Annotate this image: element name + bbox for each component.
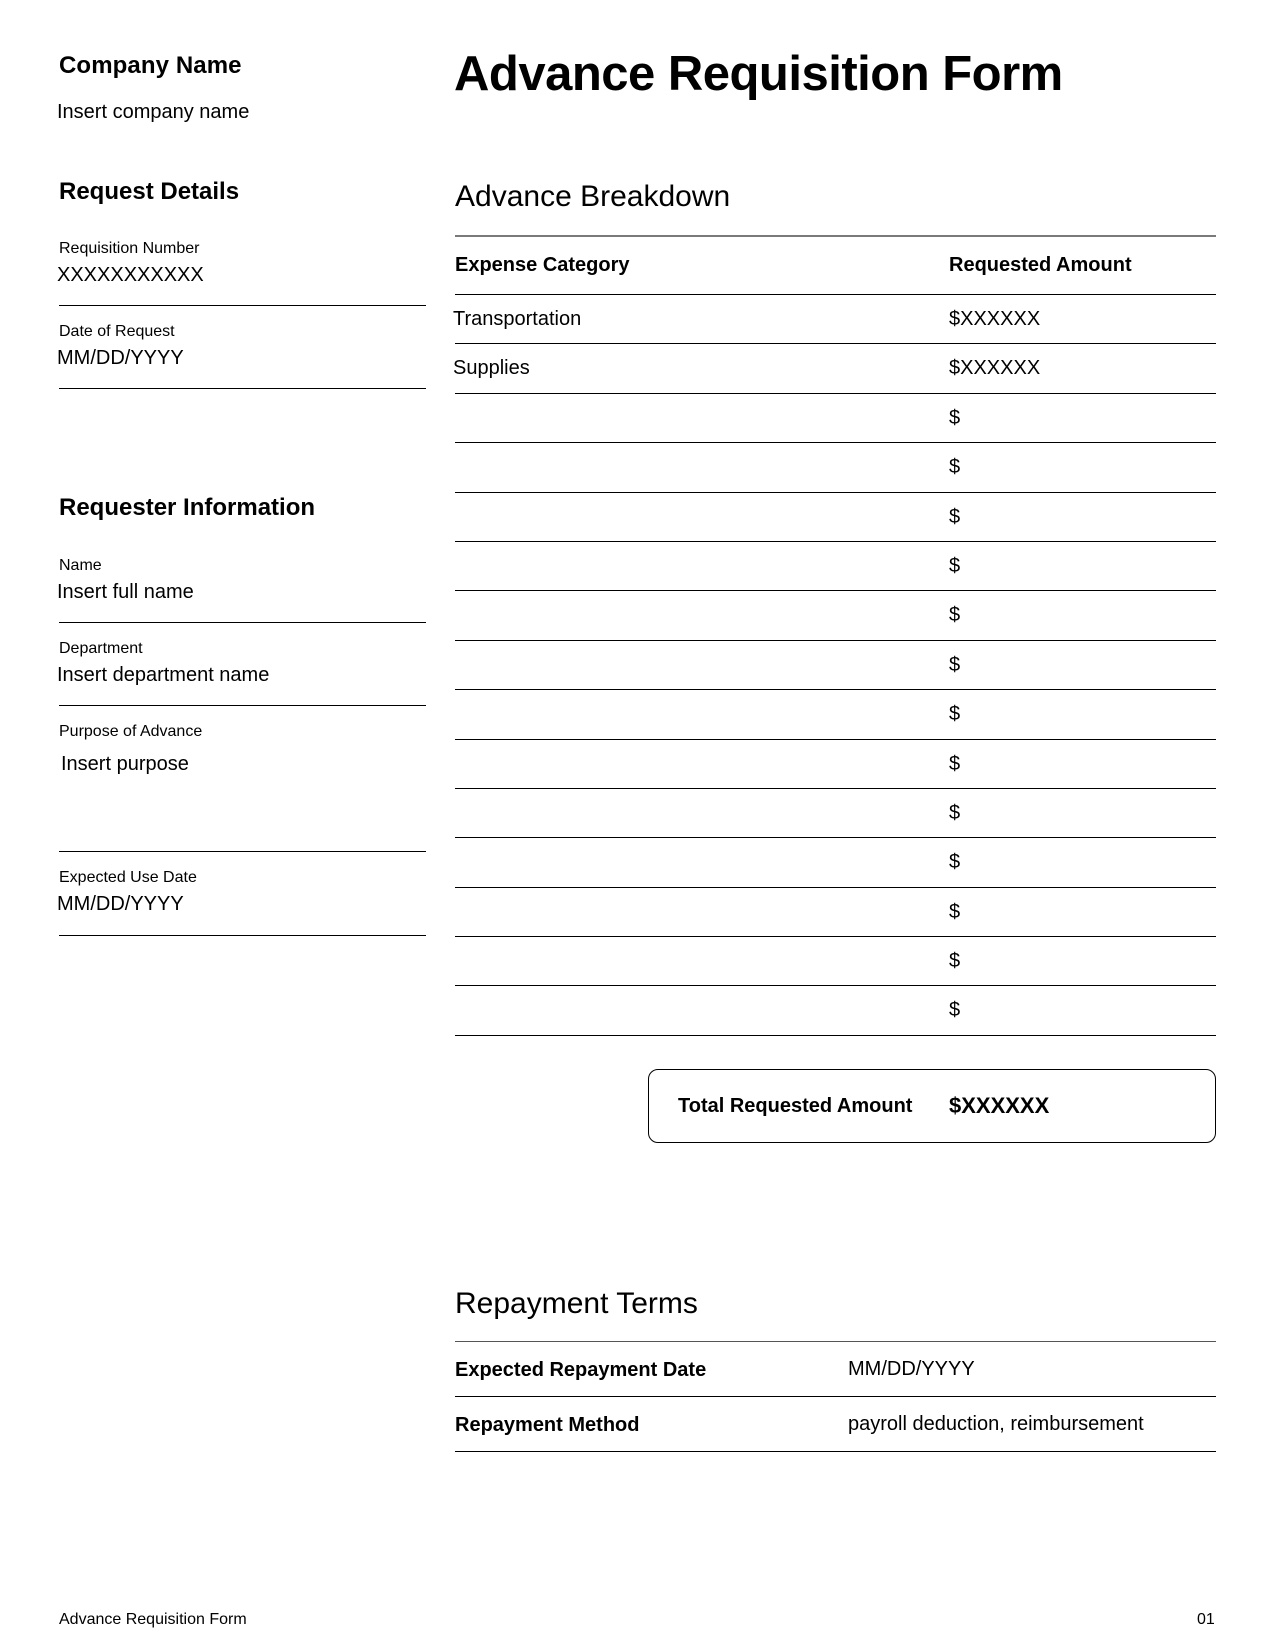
requested-amount-cell[interactable]: $: [949, 554, 961, 577]
field-value[interactable]: MM/DD/YYYY: [57, 893, 184, 915]
field-value[interactable]: Insert full name: [57, 581, 194, 603]
table-header-row: [455, 237, 1216, 295]
department-field[interactable]: [59, 640, 426, 706]
expense-category-cell[interactable]: Transportation: [453, 308, 582, 330]
expected-use-date-field[interactable]: [59, 869, 426, 936]
total-requested-amount-box: [648, 1069, 1216, 1143]
name-field[interactable]: [59, 557, 426, 623]
requested-amount-cell[interactable]: $: [949, 505, 961, 528]
requisition-number-field[interactable]: [59, 240, 426, 306]
column-header-expense-category: Expense Category: [455, 254, 630, 276]
footer-page-number: 01: [1197, 1611, 1215, 1628]
page-title: Advance Requisition Form: [454, 47, 1063, 101]
expected-repayment-date-label: Expected Repayment Date: [455, 1359, 707, 1381]
table-row[interactable]: [455, 641, 1216, 690]
table-row[interactable]: [455, 789, 1216, 838]
field-label: Department: [59, 640, 143, 657]
table-row[interactable]: [455, 394, 1216, 443]
requested-amount-cell[interactable]: $: [949, 653, 961, 676]
requested-amount-cell[interactable]: $: [949, 900, 961, 923]
requester-information-heading: Requester Information: [59, 494, 316, 521]
requested-amount-cell[interactable]: $: [949, 406, 961, 429]
repayment-row-expected-date: [455, 1342, 1216, 1397]
field-label: Date of Request: [59, 323, 175, 340]
table-row[interactable]: [455, 295, 1216, 344]
field-label: Expected Use Date: [59, 869, 197, 886]
date-of-request-field[interactable]: [59, 323, 426, 389]
company-name-label: Company Name: [59, 52, 242, 79]
requested-amount-cell[interactable]: $: [949, 950, 961, 973]
table-row[interactable]: [455, 690, 1216, 739]
table-row[interactable]: [455, 888, 1216, 937]
field-label: Name: [59, 557, 102, 574]
requested-amount-cell[interactable]: $: [949, 604, 961, 627]
requested-amount-cell[interactable]: $: [949, 456, 961, 479]
request-details-heading: Request Details: [59, 178, 240, 205]
repayment-terms-heading: Repayment Terms: [455, 1287, 698, 1320]
advance-breakdown-table: [455, 235, 1216, 1036]
field-value[interactable]: Insert department name: [57, 664, 270, 686]
requested-amount-cell[interactable]: $: [949, 801, 961, 824]
expected-repayment-date-value[interactable]: MM/DD/YYYY: [848, 1358, 975, 1380]
field-value[interactable]: MM/DD/YYYY: [57, 347, 184, 369]
field-label: Requisition Number: [59, 240, 200, 257]
column-header-requested-amount: Requested Amount: [949, 254, 1132, 276]
table-row[interactable]: [455, 937, 1216, 986]
table-row[interactable]: [455, 740, 1216, 789]
table-row[interactable]: [455, 986, 1216, 1035]
company-name-field[interactable]: Insert company name: [57, 101, 250, 123]
repayment-row-method: [455, 1397, 1216, 1452]
table-row[interactable]: [455, 838, 1216, 887]
footer-document-name: Advance Requisition Form: [59, 1611, 247, 1628]
requested-amount-cell[interactable]: $: [949, 851, 961, 874]
requested-amount-cell[interactable]: $XXXXXX: [949, 357, 1041, 380]
field-value[interactable]: Insert purpose: [61, 753, 189, 775]
purpose-of-advance-field[interactable]: [59, 723, 426, 852]
table-row[interactable]: [455, 443, 1216, 492]
requested-amount-cell[interactable]: $: [949, 703, 961, 726]
table-row[interactable]: [455, 344, 1216, 393]
advance-breakdown-heading: Advance Breakdown: [455, 180, 731, 213]
repayment-method-label: Repayment Method: [455, 1414, 640, 1436]
field-label: Purpose of Advance: [59, 723, 203, 740]
table-row[interactable]: [455, 542, 1216, 591]
table-row[interactable]: [455, 493, 1216, 542]
table-row[interactable]: [455, 591, 1216, 640]
expense-category-cell[interactable]: Supplies: [453, 357, 530, 380]
repayment-method-value[interactable]: payroll deduction, reimbursement: [848, 1413, 1144, 1435]
repayment-terms-table: [455, 1341, 1216, 1452]
total-requested-amount-value[interactable]: $XXXXXX: [949, 1093, 1050, 1118]
requested-amount-cell[interactable]: $: [949, 999, 961, 1022]
total-requested-amount-label: Total Requested Amount: [678, 1095, 913, 1117]
field-value[interactable]: XXXXXXXXXXX: [57, 264, 204, 286]
requested-amount-cell[interactable]: $: [949, 752, 961, 775]
requested-amount-cell[interactable]: $XXXXXX: [949, 308, 1041, 330]
